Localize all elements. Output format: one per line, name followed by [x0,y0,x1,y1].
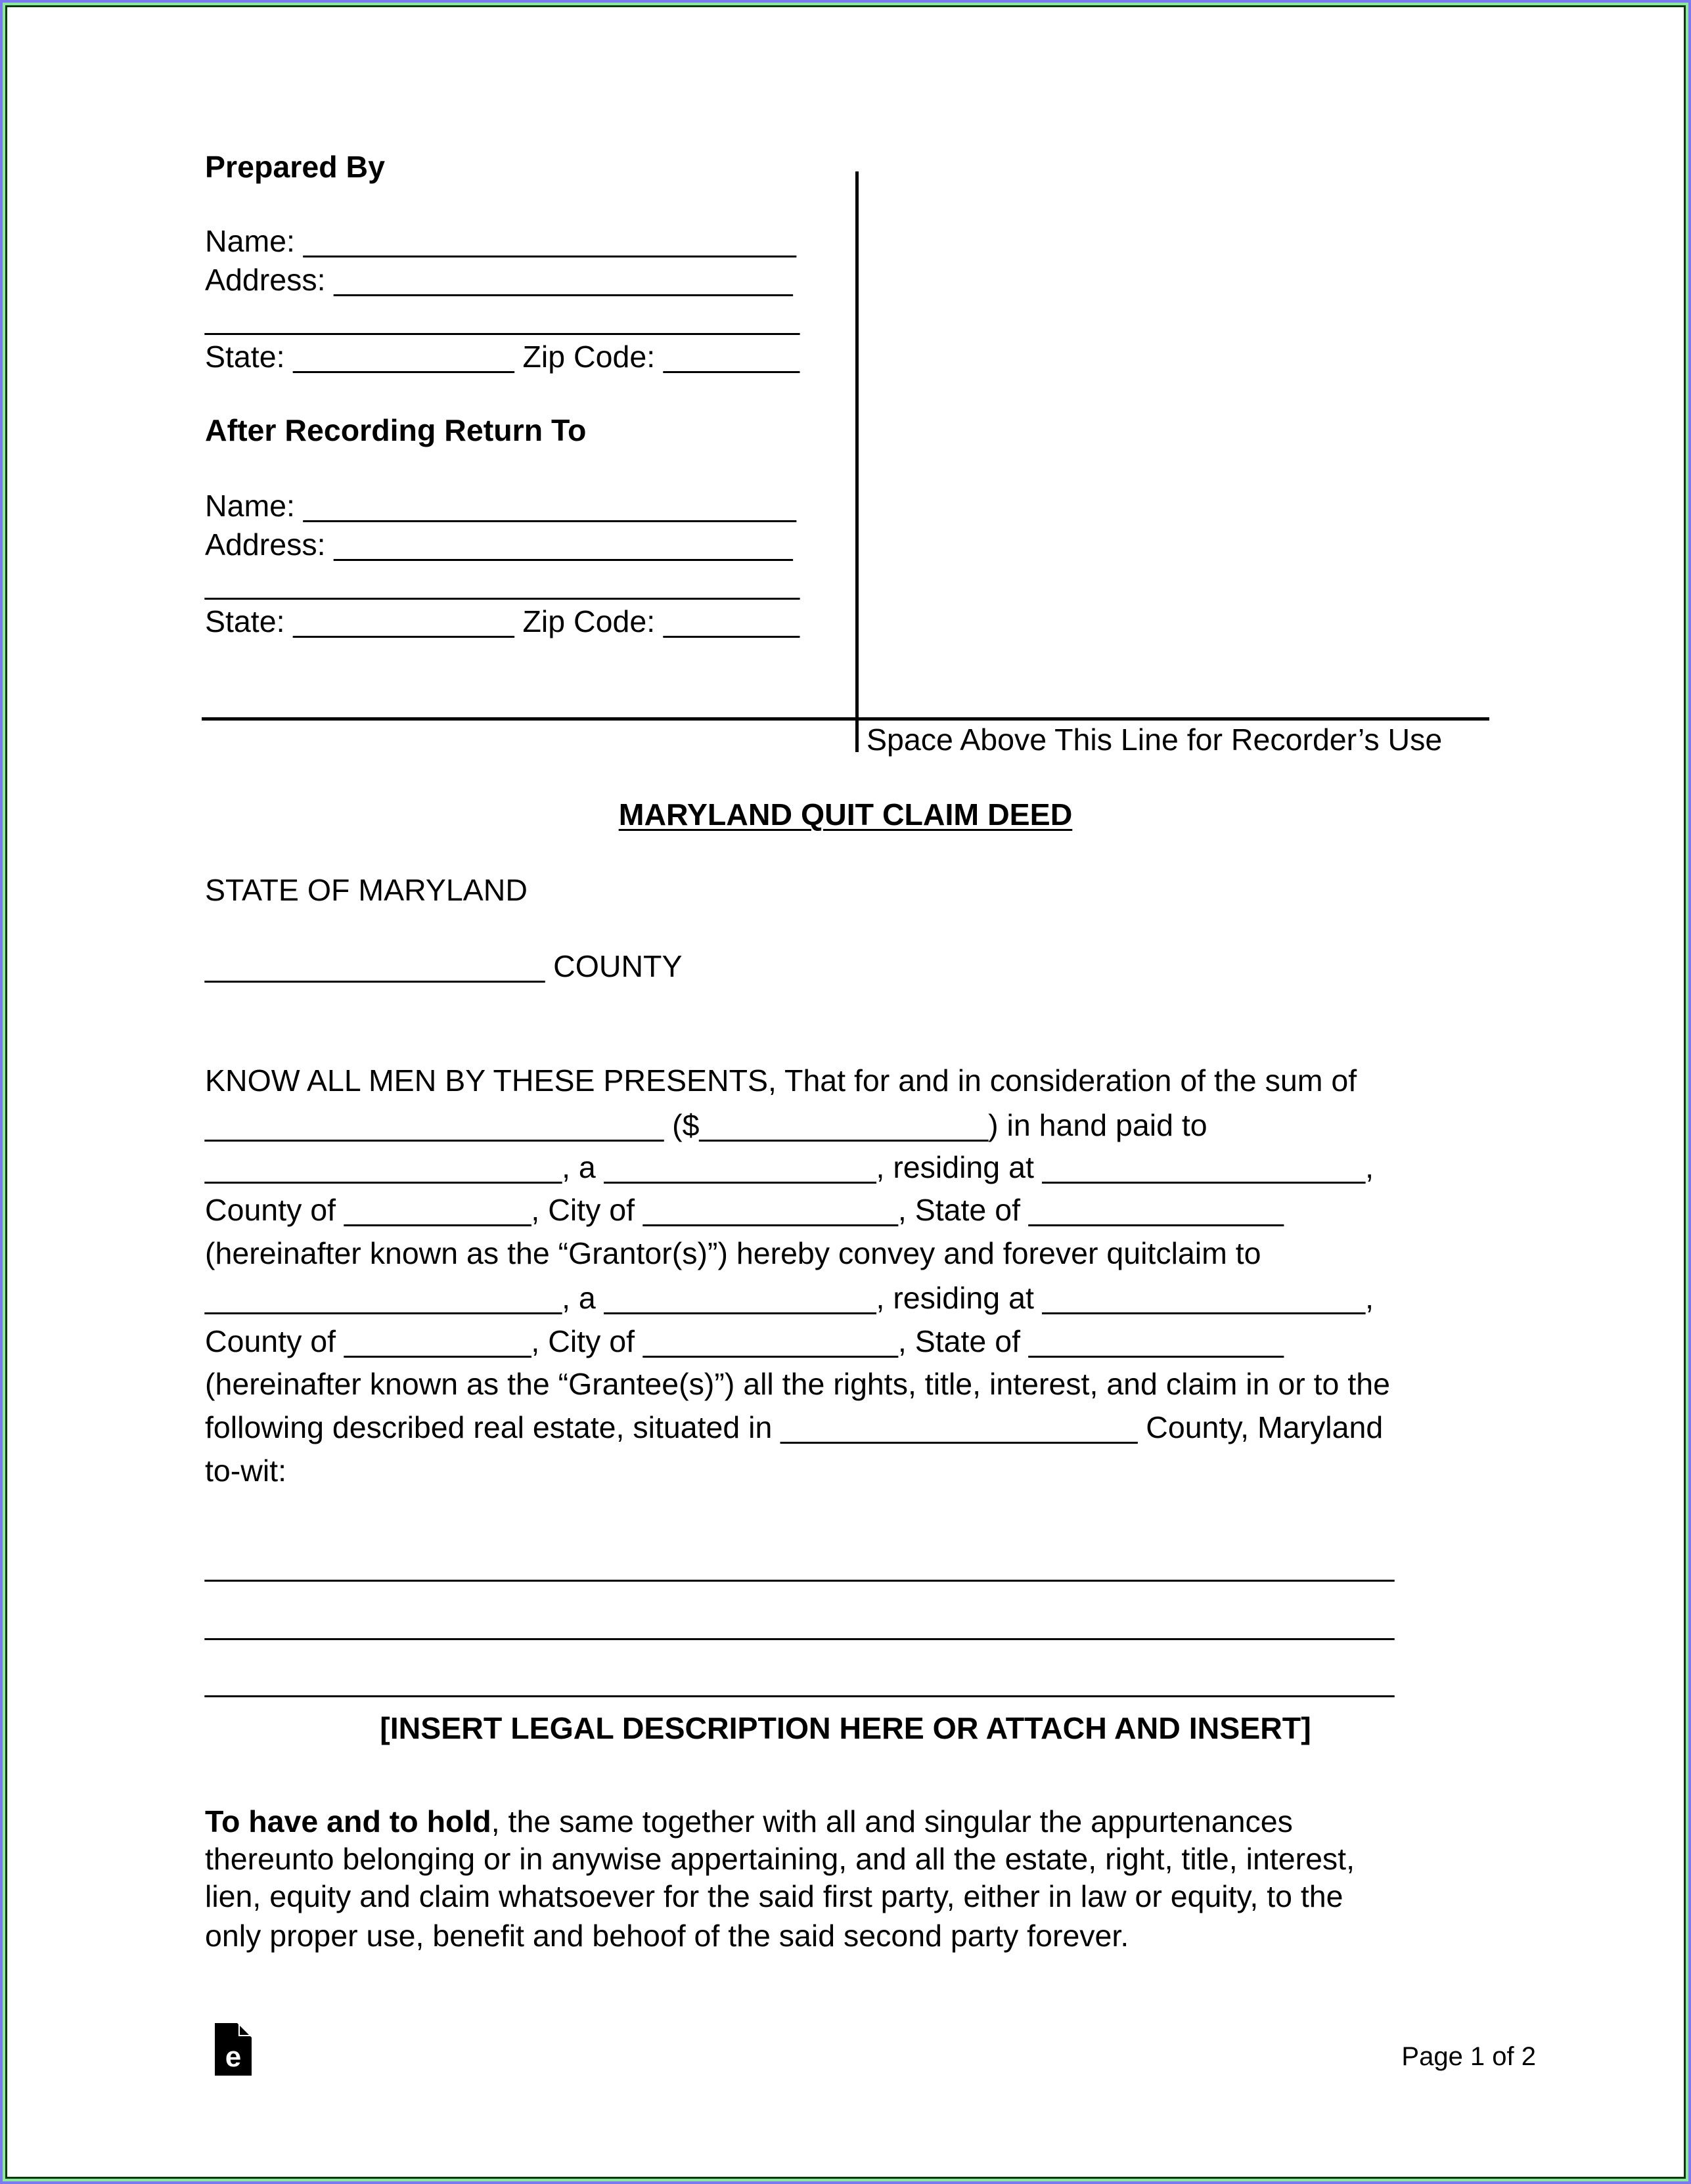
body-line[interactable]: _____________________, a ________________, residing at ___________________, [205,1150,1374,1184]
prepared-by-address-field[interactable]: Address: ___________________________ [205,263,793,297]
logo-letter: e [225,2041,242,2073]
body-line: (hereinafter known as the “Grantor(s)”) hereby convey and forever quitclaim to [205,1236,1261,1270]
habendum-first-rest: , the same together with all and singular the appurtenances [491,1804,1293,1839]
legal-description-line[interactable]: ______________________________________________________________________ [205,1664,1395,1698]
habendum-line [205,1802,1293,1841]
return-to-address-line2[interactable]: ___________________________________ [205,566,800,600]
return-to-name-field[interactable]: Name: _____________________________ [205,489,796,523]
recorder-vertical-divider [855,171,859,752]
legal-description-line[interactable]: ______________________________________________________________________ [205,1548,1395,1582]
page-number: Page 1 of 2 [1401,2042,1536,2071]
body-line[interactable]: _____________________, a ________________, residing at ___________________, [205,1281,1374,1315]
body-line[interactable]: ___________________________ ($_________________) in hand paid to [205,1108,1207,1142]
state-line: STATE OF MARYLAND [205,873,528,907]
habendum-line: lien, equity and claim whatsoever for the said first party, either in law or equity, to the [205,1879,1343,1913]
legal-description-line[interactable]: ______________________________________________________________________ [205,1607,1395,1641]
habendum-line: thereunto belonging or in anywise appertaining, and all the estate, right, title, interest, [205,1842,1355,1876]
body-line[interactable]: County of ___________, City of _______________, State of _______________ [205,1324,1284,1358]
return-to-address-field[interactable]: Address: ___________________________ [205,527,793,562]
prepared-by-state-zip[interactable]: State: _____________ Zip Code: ________ [205,340,800,374]
eforms-document-icon [215,2023,252,2076]
return-to-heading: After Recording Return To [205,413,587,447]
prepared-by-heading: Prepared By [205,150,385,184]
habendum-line: only proper use, benefit and behoof of the said second party forever. [205,1919,1129,1953]
county-field[interactable]: ____________________ COUNTY [205,949,683,983]
document-title: MARYLAND QUIT CLAIM DEED [618,797,1073,832]
body-line[interactable]: County of ___________, City of _______________, State of _______________ [205,1193,1284,1227]
habendum-lead: To have and to hold [205,1804,491,1839]
prepared-by-address-line2[interactable]: ___________________________________ [205,301,800,336]
prepared-by-name-field[interactable]: Name: _____________________________ [205,224,796,258]
body-line[interactable]: following described real estate, situated in _____________________ County, Maryland [205,1410,1384,1444]
body-line: to-wit: [205,1454,287,1488]
body-line: KNOW ALL MEN BY THESE PRESENTS, That for and in consideration of the sum of [205,1063,1357,1098]
recorder-note: Space Above This Line for Recorder’s Use [867,723,1443,757]
return-to-state-zip[interactable]: State: _____________ Zip Code: ________ [205,604,800,638]
body-line: (hereinafter known as the “Grantee(s)”) all the rights, title, interest, and claim in or to the [205,1367,1390,1401]
insert-legal-description-note: [INSERT LEGAL DESCRIPTION HERE OR ATTACH AND INSERT] [380,1711,1311,1745]
